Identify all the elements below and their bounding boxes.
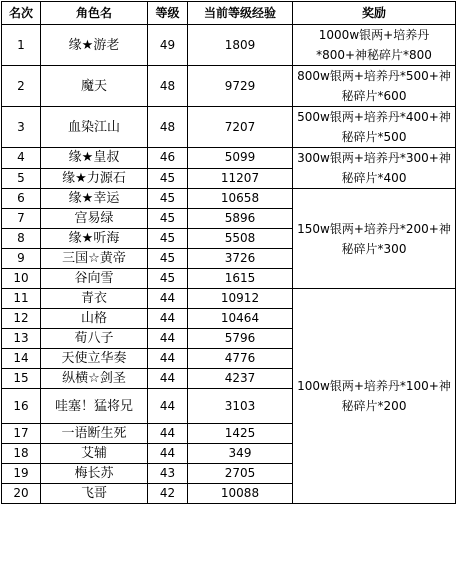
header-level: 等级 (148, 2, 188, 25)
level-cell: 44 (148, 444, 188, 464)
table-row (2, 107, 456, 148)
rank-cell: 3 (2, 107, 41, 148)
level-cell: 44 (148, 289, 188, 309)
header-reward: 奖励 (293, 2, 456, 25)
level-cell: 45 (148, 229, 188, 249)
rank-cell: 17 (2, 424, 41, 444)
name-cell: 一语断生死 (41, 424, 148, 444)
level-cell: 46 (148, 148, 188, 169)
name-cell: 梅长苏 (41, 464, 148, 484)
exp-cell: 5796 (188, 329, 293, 349)
exp-cell: 9729 (188, 66, 293, 107)
exp-cell: 11207 (188, 168, 293, 189)
exp-cell: 1809 (188, 25, 293, 66)
name-cell: 缘★力源石 (41, 168, 148, 189)
rank-cell: 7 (2, 209, 41, 229)
rank-cell: 16 (2, 389, 41, 424)
name-cell: 缘★幸运 (41, 189, 148, 209)
name-cell: 纵横☆剑圣 (41, 369, 148, 389)
exp-cell: 4237 (188, 369, 293, 389)
rank-cell: 10 (2, 269, 41, 289)
reward-cell: 800w银两+培养丹*500+神秘碎片*600 (293, 66, 456, 107)
level-cell: 44 (148, 424, 188, 444)
rank-cell: 9 (2, 249, 41, 269)
rank-cell: 8 (2, 229, 41, 249)
exp-cell: 5099 (188, 148, 293, 169)
rank-cell: 1 (2, 25, 41, 66)
exp-cell: 10912 (188, 289, 293, 309)
rank-cell: 20 (2, 484, 41, 504)
name-cell: 魔天 (41, 66, 148, 107)
level-cell: 45 (148, 249, 188, 269)
level-cell: 48 (148, 66, 188, 107)
level-cell: 45 (148, 168, 188, 189)
rank-cell: 13 (2, 329, 41, 349)
level-cell: 45 (148, 209, 188, 229)
table-row (2, 148, 456, 169)
rank-cell: 2 (2, 66, 41, 107)
table-row (2, 289, 456, 309)
reward-cell: 300w银两+培养丹*300+神秘碎片*400 (293, 148, 456, 189)
exp-cell: 3726 (188, 249, 293, 269)
level-cell: 45 (148, 189, 188, 209)
exp-cell: 1615 (188, 269, 293, 289)
name-cell: 缘★游老 (41, 25, 148, 66)
exp-cell: 7207 (188, 107, 293, 148)
name-cell: 缘★皇叔 (41, 148, 148, 169)
rank-cell: 5 (2, 168, 41, 189)
rank-cell: 14 (2, 349, 41, 369)
name-cell: 宫易绿 (41, 209, 148, 229)
rank-cell: 6 (2, 189, 41, 209)
table-row (2, 66, 456, 107)
name-cell: 谷向雪 (41, 269, 148, 289)
name-cell: 哇塞！猛将兄 (41, 389, 148, 424)
exp-cell: 5508 (188, 229, 293, 249)
header-row (2, 2, 456, 25)
name-cell: 荀八子 (41, 329, 148, 349)
reward-cell: 1000w银两+培养丹*800+神秘碎片*800 (293, 25, 456, 66)
level-cell: 48 (148, 107, 188, 148)
name-cell: 三国☆黄帝 (41, 249, 148, 269)
rank-cell: 18 (2, 444, 41, 464)
exp-cell: 10088 (188, 484, 293, 504)
rank-cell: 15 (2, 369, 41, 389)
level-cell: 43 (148, 464, 188, 484)
level-cell: 44 (148, 349, 188, 369)
reward-cell: 500w银两+培养丹*400+神秘碎片*500 (293, 107, 456, 148)
header-exp: 当前等级经验 (188, 2, 293, 25)
rank-cell: 12 (2, 309, 41, 329)
level-cell: 49 (148, 25, 188, 66)
rank-cell: 19 (2, 464, 41, 484)
exp-cell: 1425 (188, 424, 293, 444)
table-row (2, 189, 456, 209)
header-name: 角色名 (41, 2, 148, 25)
exp-cell: 4776 (188, 349, 293, 369)
name-cell: 血染江山 (41, 107, 148, 148)
name-cell: 山格 (41, 309, 148, 329)
level-cell: 44 (148, 309, 188, 329)
level-cell: 44 (148, 329, 188, 349)
header-rank: 名次 (2, 2, 41, 25)
level-cell: 45 (148, 269, 188, 289)
name-cell: 青衣 (41, 289, 148, 309)
exp-cell: 5896 (188, 209, 293, 229)
name-cell: 天使立华奏 (41, 349, 148, 369)
reward-cell: 150w银两+培养丹*200+神秘碎片*300 (293, 189, 456, 289)
name-cell: 飞哥 (41, 484, 148, 504)
exp-cell: 349 (188, 444, 293, 464)
level-cell: 42 (148, 484, 188, 504)
level-cell: 44 (148, 389, 188, 424)
name-cell: 缘★听海 (41, 229, 148, 249)
exp-cell: 3103 (188, 389, 293, 424)
exp-cell: 2705 (188, 464, 293, 484)
exp-cell: 10658 (188, 189, 293, 209)
ranking-table (1, 1, 456, 504)
rank-cell: 11 (2, 289, 41, 309)
rank-cell: 4 (2, 148, 41, 169)
exp-cell: 10464 (188, 309, 293, 329)
table-row (2, 25, 456, 66)
level-cell: 44 (148, 369, 188, 389)
reward-cell: 100w银两+培养丹*100+神秘碎片*200 (293, 289, 456, 504)
name-cell: 艾辅 (41, 444, 148, 464)
